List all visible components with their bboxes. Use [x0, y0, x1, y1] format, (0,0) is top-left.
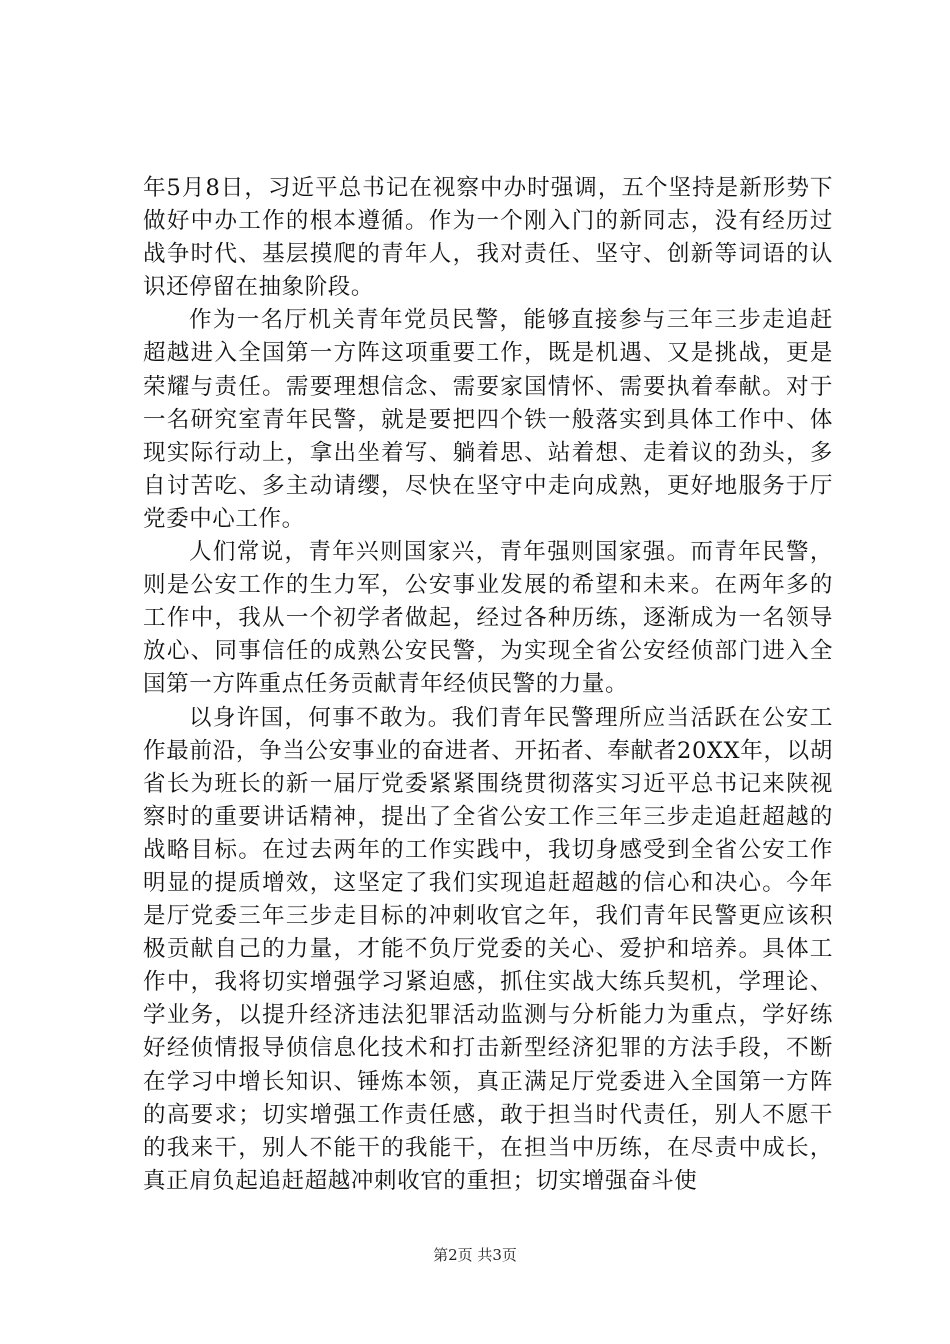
paragraph-youth-police-role: 作为一名厅机关青年党员民警，能够直接参与三年三步走追赶超越进入全国第一方阵这项重要工作，既是机遇、又是挑战，更是荣耀与责任。需要理想信念、需要家国情怀、需要执着奉献。对于一名研究室青年民警，就是要把四个铁一般落实到具体工作中、体现实际行动上，拿出坐着写、躺着思、站着想、走着议的劲头，多自讨苦吃、多主动请缨，尽快在坚守中走向成熟，更好地服务于厅党委中心工作。: [143, 307, 833, 532]
paragraph-continuation: 年5月8日，习近平总书记在视察中办时强调，五个坚持是新形势下做好中办工作的根本遵循。作为一个刚入门的新同志，没有经历过战争时代、基层摸爬的青年人，我对责任、坚守、创新等词语的认识还停留在抽象阶段。: [143, 175, 833, 301]
page-footer: 第2页 共3页: [433, 1246, 517, 1264]
document-body: [143, 172, 833, 1198]
paragraph-youth-strength: 人们常说，青年兴则国家兴，青年强则国家强。而青年民警，则是公安工作的生力军，公安事业发展的希望和未来。在两年多的工作中，我从一个初学者做起，经过各种历练，逐渐成为一名领导放心、同事信任的成熟公安民警，为实现全省公安经侦部门进入全国第一方阵重点任务贡献青年经侦民警的力量。: [143, 539, 833, 698]
paragraph-serve-nation: 以身许国，何事不敢为。我们青年民警理所应当活跃在公安工作最前沿，争当公安事业的奋进者、开拓者、奉献者20XX年，以胡省长为班长的新一届厅党委紧紧围绕贯彻落实习近平总书记来陕视察时的重要讲话精神，提出了全省公安工作三年三步走追赶超越的战略目标。在过去两年的工作实践中，我切身感受到全省公安工作明显的提质增效，这坚定了我们实现追赶超越的信心和决心。今年是厅党委三年三步走目标的冲刺收官之年，我们青年民警更应该积极贡献自己的力量，才能不负厅党委的关心、爱护和培养。具体工作中，我将切实增强学习紧迫感，抓住实战大练兵契机，学理论、学业务，以提升经济违法犯罪活动监测与分析能力为重点，学好练好经侦情报导侦信息化技术和打击新型经济犯罪的方法手段，不断在学习中增长知识、锤炼本领，真正满足厅党委进入全国第一方阵的高要求；切实增强工作责任感，敢于担当时代责任，别人不愿干的我来干，别人不能干的我能干，在担当中历练，在尽责中成长，真正肩负起追赶超越冲刺收官的重担；切实增强奋斗使: [143, 704, 833, 1194]
